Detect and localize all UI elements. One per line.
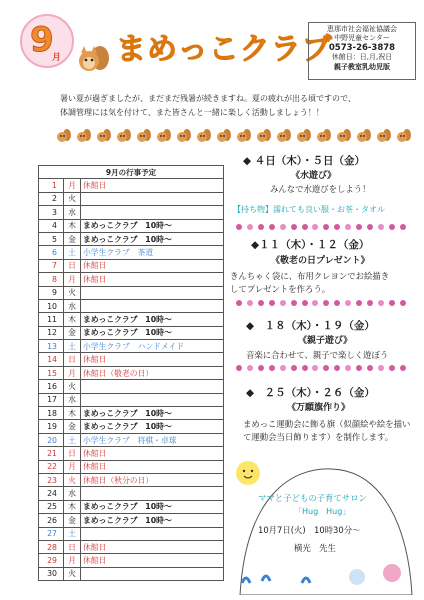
- weekday: 水: [64, 206, 81, 219]
- salon-name: 「Hug Hug」: [294, 507, 351, 516]
- squirrel-icon: [56, 128, 72, 144]
- event-1-desc: みんなで水遊びをしよう！: [270, 184, 371, 194]
- day-number: 29: [39, 554, 64, 567]
- squirrel-mascot-icon: [76, 44, 110, 74]
- divider-dot: [378, 300, 384, 306]
- weekday: 木: [64, 313, 81, 326]
- day-number: 10: [39, 299, 64, 312]
- day-number: 6: [39, 246, 64, 259]
- divider-dot: [280, 300, 286, 306]
- event-text: [81, 487, 224, 500]
- event-text: まめっこクラブ 10時～: [81, 313, 224, 326]
- event-text: [81, 206, 224, 219]
- schedule-row: [39, 460, 224, 473]
- event-text: まめっこクラブ 10時～: [81, 514, 224, 527]
- squirrel-icon: [96, 128, 112, 144]
- schedule-row: [39, 473, 224, 486]
- divider-dot: [356, 224, 362, 230]
- weekday: 土: [64, 433, 81, 446]
- salon-title: ママと子どもの子育てサロン: [258, 493, 367, 503]
- day-number: 2: [39, 192, 64, 205]
- schedule-heading: 9月の行事予定: [39, 166, 224, 179]
- schedule-row: [39, 206, 224, 219]
- divider-dot: [389, 300, 395, 306]
- day-number: 12: [39, 326, 64, 339]
- divider-dot: [247, 300, 253, 306]
- schedule-row: [39, 527, 224, 540]
- squirrel-icon: [196, 128, 212, 144]
- event-text: まめっこクラブ 10時～: [81, 219, 224, 232]
- weekday: 金: [64, 326, 81, 339]
- squirrel-icon: [236, 128, 252, 144]
- schedule-row: [39, 554, 224, 567]
- divider-dot: [258, 300, 264, 306]
- event-2-title: 《敬老の日プレゼント》: [271, 256, 370, 266]
- divider-dot: [356, 365, 362, 371]
- divider-dot: [258, 365, 264, 371]
- squirrel-icon: [216, 128, 232, 144]
- salon-time: 10月7日(火) 10時30分～: [258, 525, 361, 535]
- weekday: 日: [64, 259, 81, 272]
- schedule-row: [39, 340, 224, 353]
- weekday: 水: [64, 393, 81, 406]
- schedule-row: [39, 219, 224, 232]
- center-name: 中野児童センター: [334, 34, 390, 43]
- schedule-row: [39, 366, 224, 379]
- day-number: 4: [39, 219, 64, 232]
- day-number: 14: [39, 353, 64, 366]
- squirrel-icon: [376, 128, 392, 144]
- schedule-row: [39, 299, 224, 312]
- divider-dot: [269, 365, 275, 371]
- event-2-date: ◆１１（木）・１２（金）: [251, 239, 370, 251]
- weekday: 金: [64, 420, 81, 433]
- weekday: 月: [64, 273, 81, 286]
- weekday: 月: [64, 460, 81, 473]
- event-text: 休館日: [81, 540, 224, 553]
- schedule-row: [39, 514, 224, 527]
- schedule-row: [39, 326, 224, 339]
- divider-dot: [389, 224, 395, 230]
- divider-dot: [378, 365, 384, 371]
- schedule-row: [39, 567, 224, 580]
- weekday: 日: [64, 353, 81, 366]
- schedule-row: [39, 380, 224, 393]
- squirrel-icon: [256, 128, 272, 144]
- event-3-title: 《親子遊び》: [298, 336, 353, 346]
- event-4-desc-1: まめっこ運動会に飾る旗（似顔絵や絵を描い: [243, 419, 411, 429]
- schedule-row: [39, 273, 224, 286]
- divider-dot: [356, 300, 362, 306]
- divider-dot: [302, 224, 308, 230]
- divider-dot: [334, 224, 340, 230]
- schedule-row: [39, 500, 224, 513]
- event-text: [81, 380, 224, 393]
- squirrel-icon: [336, 128, 352, 144]
- event-text: [81, 567, 224, 580]
- event-text: 休館日: [81, 353, 224, 366]
- weekday: 日: [64, 447, 81, 460]
- event-1-belongings: 【持ち物】濡れても良い服・お茶・タオル: [233, 205, 385, 214]
- day-number: 30: [39, 567, 64, 580]
- divider-dot: [334, 365, 340, 371]
- day-number: 24: [39, 487, 64, 500]
- squirrel-icon: [396, 128, 412, 144]
- weekday: 土: [64, 340, 81, 353]
- org-name: 恵那市社会福祉協議会: [327, 25, 397, 33]
- day-number: 11: [39, 313, 64, 326]
- weekday: 月: [64, 554, 81, 567]
- day-number: 17: [39, 393, 64, 406]
- event-text: 小学生クラブ 茶道: [81, 246, 224, 259]
- squirrel-icon: [156, 128, 172, 144]
- schedule-row: [39, 179, 224, 192]
- divider-dot: [280, 224, 286, 230]
- divider-dot: [312, 224, 318, 230]
- day-number: 8: [39, 273, 64, 286]
- closed-days: 休館日：日,月,祝日: [331, 53, 393, 62]
- event-text: [81, 286, 224, 299]
- divider-dot: [345, 300, 351, 306]
- squirrel-icon: [356, 128, 372, 144]
- divider-dot: [291, 300, 297, 306]
- day-number: 7: [39, 259, 64, 272]
- divider-dot: [367, 300, 373, 306]
- dot-divider: [236, 365, 406, 373]
- month-badge: [20, 14, 74, 68]
- event-4-date: ◆ ２５（木）・２６（金）: [246, 387, 375, 399]
- divider-dot: [247, 365, 253, 371]
- event-text: 休館日: [81, 460, 224, 473]
- day-number: 5: [39, 232, 64, 245]
- schedule-row: [39, 407, 224, 420]
- squirrel-icon: [296, 128, 312, 144]
- event-3-date: ◆ １８（木）・１９（金）: [246, 320, 375, 332]
- event-text: 休館日: [81, 179, 224, 192]
- divider-dot: [258, 224, 264, 230]
- event-text: [81, 299, 224, 312]
- divider-dot: [400, 224, 406, 230]
- event-text: まめっこクラブ 10時～: [81, 500, 224, 513]
- day-number: 21: [39, 447, 64, 460]
- phone-number: 0573-26-3878: [328, 42, 396, 53]
- weekday: 火: [64, 567, 81, 580]
- event-text: [81, 527, 224, 540]
- salon-host: 横光 先生: [294, 543, 336, 553]
- event-text: 休館日: [81, 554, 224, 567]
- event-text: 休館日: [81, 259, 224, 272]
- weekday: 火: [64, 286, 81, 299]
- schedule-row: [39, 232, 224, 245]
- weekday: 火: [64, 473, 81, 486]
- day-number: 9: [39, 286, 64, 299]
- day-number: 18: [39, 407, 64, 420]
- divider-dot: [312, 365, 318, 371]
- divider-dot: [367, 365, 373, 371]
- divider-dot: [280, 365, 286, 371]
- weekday: 火: [64, 192, 81, 205]
- day-number: 13: [39, 340, 64, 353]
- contact-info-box: [308, 22, 416, 80]
- weekday: 金: [64, 232, 81, 245]
- dot-divider: [236, 224, 406, 232]
- event-1-date: ◆ ４日（木）・５日（金）: [243, 155, 365, 167]
- weekday: 水: [64, 299, 81, 312]
- weekday: 土: [64, 246, 81, 259]
- weekday: 月: [64, 179, 81, 192]
- event-text: 休館日: [81, 447, 224, 460]
- intro-text: [60, 92, 390, 120]
- day-number: 20: [39, 433, 64, 446]
- schedule-row: [39, 353, 224, 366]
- weekday: 火: [64, 380, 81, 393]
- schedule-row: [39, 447, 224, 460]
- event-text: まめっこクラブ 10時～: [81, 420, 224, 433]
- day-number: 3: [39, 206, 64, 219]
- event-text: 休館日（敬老の日）: [81, 366, 224, 379]
- divider-dot: [323, 365, 329, 371]
- divider-dot: [247, 224, 253, 230]
- schedule-table: [38, 165, 224, 581]
- divider-dot: [236, 224, 242, 230]
- weekday: 月: [64, 366, 81, 379]
- schedule-row: [39, 246, 224, 259]
- page-title: まめっこクラブ: [116, 32, 333, 67]
- intro-line-2: 体調管理には気を付けて、また皆さんと一緒に楽しく活動しましょう！！: [60, 108, 324, 117]
- squirrel-icon: [116, 128, 132, 144]
- day-number: 25: [39, 500, 64, 513]
- squirrel-icon: [136, 128, 152, 144]
- divider-dot: [389, 365, 395, 371]
- day-number: 16: [39, 380, 64, 393]
- month-suffix: 月: [52, 53, 62, 63]
- event-4-desc-2: て運動会当日飾ります）を制作します。: [243, 432, 394, 442]
- divider-dot: [334, 300, 340, 306]
- divider-dot: [345, 224, 351, 230]
- squirrel-border: [56, 128, 412, 144]
- divider-dot: [312, 300, 318, 306]
- squirrel-icon: [276, 128, 292, 144]
- divider-dot: [269, 224, 275, 230]
- weekday: 土: [64, 527, 81, 540]
- day-number: 19: [39, 420, 64, 433]
- event-text: まめっこクラブ 10時～: [81, 232, 224, 245]
- squirrel-icon: [76, 128, 92, 144]
- event-text: [81, 393, 224, 406]
- divider-dot: [367, 224, 373, 230]
- schedule-row: [39, 286, 224, 299]
- weekday: 水: [64, 487, 81, 500]
- day-number: 28: [39, 540, 64, 553]
- schedule-row: [39, 433, 224, 446]
- schedule-row: [39, 393, 224, 406]
- divider-dot: [236, 365, 242, 371]
- event-1-title: 《水遊び》: [291, 171, 337, 181]
- weekday: 木: [64, 500, 81, 513]
- event-text: まめっこクラブ 10時～: [81, 326, 224, 339]
- event-text: 小学生クラブ 将棋・卓球: [81, 433, 224, 446]
- weekday: 木: [64, 219, 81, 232]
- divider-dot: [302, 365, 308, 371]
- schedule-row: [39, 420, 224, 433]
- divider-dot: [400, 365, 406, 371]
- event-text: 休館日: [81, 273, 224, 286]
- schedule-row: [39, 259, 224, 272]
- divider-dot: [400, 300, 406, 306]
- schedule-row: [39, 487, 224, 500]
- schedule-row: [39, 192, 224, 205]
- event-2-desc-2: してプレゼントを作ろう。: [230, 284, 331, 294]
- schedule-row: [39, 540, 224, 553]
- intro-line-1: 暑い夏が過ぎましたが、まだまだ残暑が続きますね。夏の疲れが出る頃ですので、: [60, 94, 356, 103]
- divider-dot: [291, 224, 297, 230]
- event-text: 小学生クラブ ハンドメイド: [81, 340, 224, 353]
- event-text: 休館日（秋分の日）: [81, 473, 224, 486]
- divider-dot: [236, 300, 242, 306]
- day-number: 23: [39, 473, 64, 486]
- divider-dot: [291, 365, 297, 371]
- divider-dot: [345, 365, 351, 371]
- divider-dot: [378, 224, 384, 230]
- month-number: 9: [30, 20, 54, 60]
- day-number: 22: [39, 460, 64, 473]
- day-number: 27: [39, 527, 64, 540]
- event-text: [81, 192, 224, 205]
- event-2-desc-1: きんちゃく袋に、布用クレヨンでお絵描き: [230, 271, 390, 281]
- day-number: 26: [39, 514, 64, 527]
- event-3-desc: 音楽に合わせて、親子で楽しく遊ぼう: [246, 350, 389, 360]
- divider-dot: [302, 300, 308, 306]
- weekday: 金: [64, 514, 81, 527]
- squirrel-icon: [176, 128, 192, 144]
- squirrel-icon: [316, 128, 332, 144]
- sponsor-label: 親子教室乳幼児版: [334, 62, 390, 71]
- day-number: 1: [39, 179, 64, 192]
- schedule-row: [39, 313, 224, 326]
- day-number: 15: [39, 366, 64, 379]
- divider-dot: [323, 300, 329, 306]
- event-text: まめっこクラブ 10時～: [81, 407, 224, 420]
- divider-dot: [269, 300, 275, 306]
- divider-dot: [323, 224, 329, 230]
- dot-divider: [236, 300, 406, 308]
- weekday: 日: [64, 540, 81, 553]
- weekday: 木: [64, 407, 81, 420]
- event-4-title: 《万願旗作り》: [287, 403, 351, 413]
